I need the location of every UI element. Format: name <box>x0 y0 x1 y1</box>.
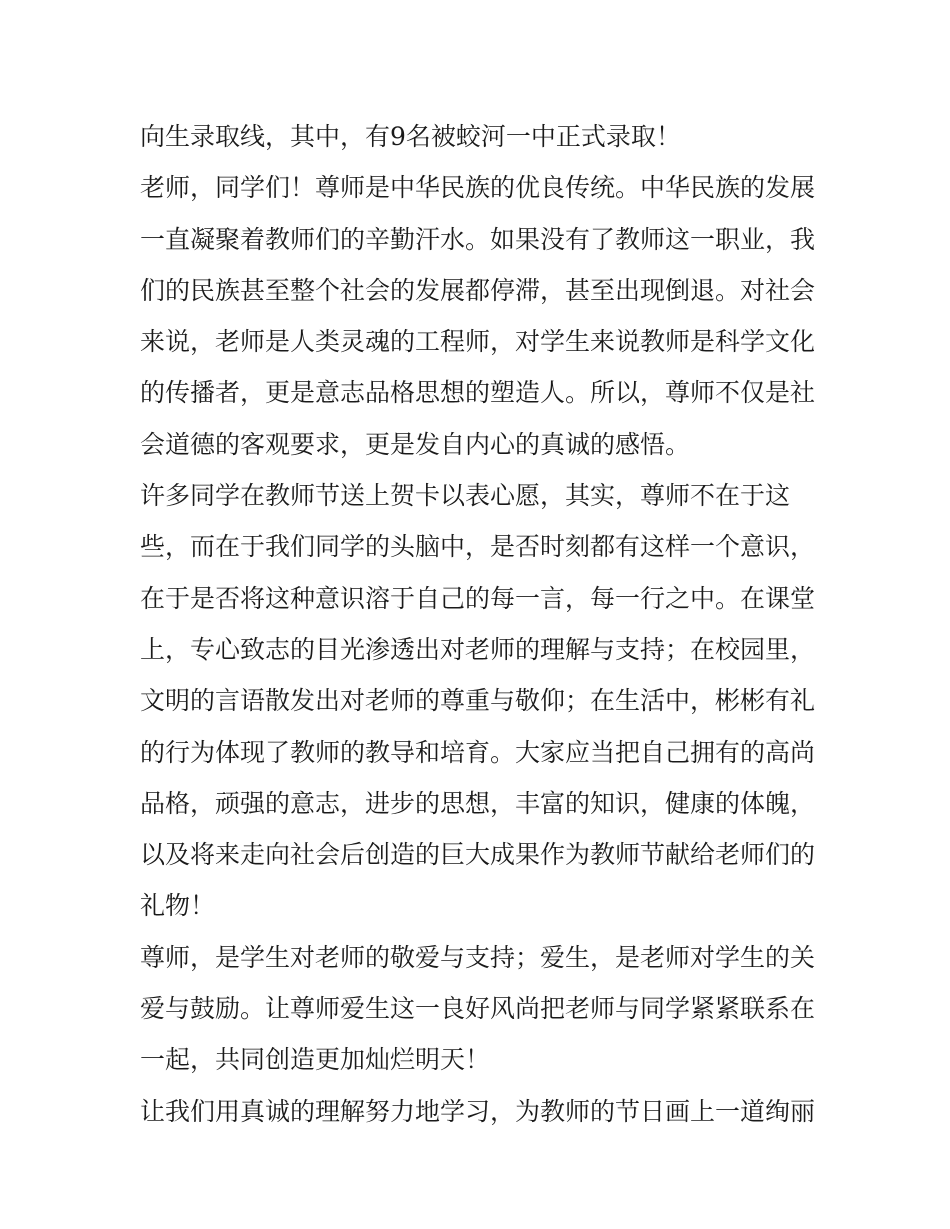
text-line: 会道德的客观要求，更是发自内心的真诚的感悟。 <box>140 429 691 459</box>
text-line: 的行为体现了教师的教导和培育。大家应当把自己拥有的高尚 <box>140 737 816 767</box>
text-line: 品格，顽强的意志，进步的思想，丰富的知识，健康的体魄， <box>140 788 816 818</box>
text-line: 以及将来走向社会后创造的巨大成果作为教师节献给老师们的 <box>140 840 816 870</box>
text-line: 老师，同学们！尊师是中华民族的优良传统。中华民族的发展 <box>140 173 816 203</box>
document-body <box>140 111 815 1137</box>
text-line: 些，而在于我们同学的头脑中，是否时刻都有这样一个意识， <box>140 532 816 562</box>
text-line: 尊师，是学生对老师的敬爱与支持；爱生，是老师对学生的关 <box>140 942 816 972</box>
text-line: 的传播者，更是意志品格思想的塑造人。所以，尊师不仅是社 <box>140 378 816 408</box>
text-line: 爱与鼓励。让尊师爱生这一良好风尚把老师与同学紧紧联系在 <box>140 994 816 1024</box>
text-line: 文明的言语散发出对老师的尊重与敬仰；在生活中，彬彬有礼 <box>140 686 816 716</box>
text-line: 们的民族甚至整个社会的发展都停滞，甚至出现倒退。对社会 <box>140 275 816 305</box>
text-line: 在于是否将这种意识溶于自己的每一言，每一行之中。在课堂 <box>140 583 816 613</box>
text-line: 来说，老师是人类灵魂的工程师，对学生来说教师是科学文化 <box>140 327 816 357</box>
text-line: 一直凝聚着教师们的辛勤汗水。如果没有了教师这一职业，我 <box>140 224 816 254</box>
text-line: 向生录取线，其中，有9名被蛟河一中正式录取！ <box>140 122 681 151</box>
text-line: 礼物！ <box>140 891 216 921</box>
text-line: 让我们用真诚的理解努力地学习，为教师的节日画上一道绚丽 <box>140 1096 816 1126</box>
text-line: 上，专心致志的目光渗透出对老师的理解与支持；在校园里， <box>140 634 816 664</box>
text-line: 许多同学在教师节送上贺卡以表心愿，其实，尊师不在于这 <box>140 481 791 511</box>
text-line: 一起，共同创造更加灿烂明天！ <box>140 1045 491 1075</box>
